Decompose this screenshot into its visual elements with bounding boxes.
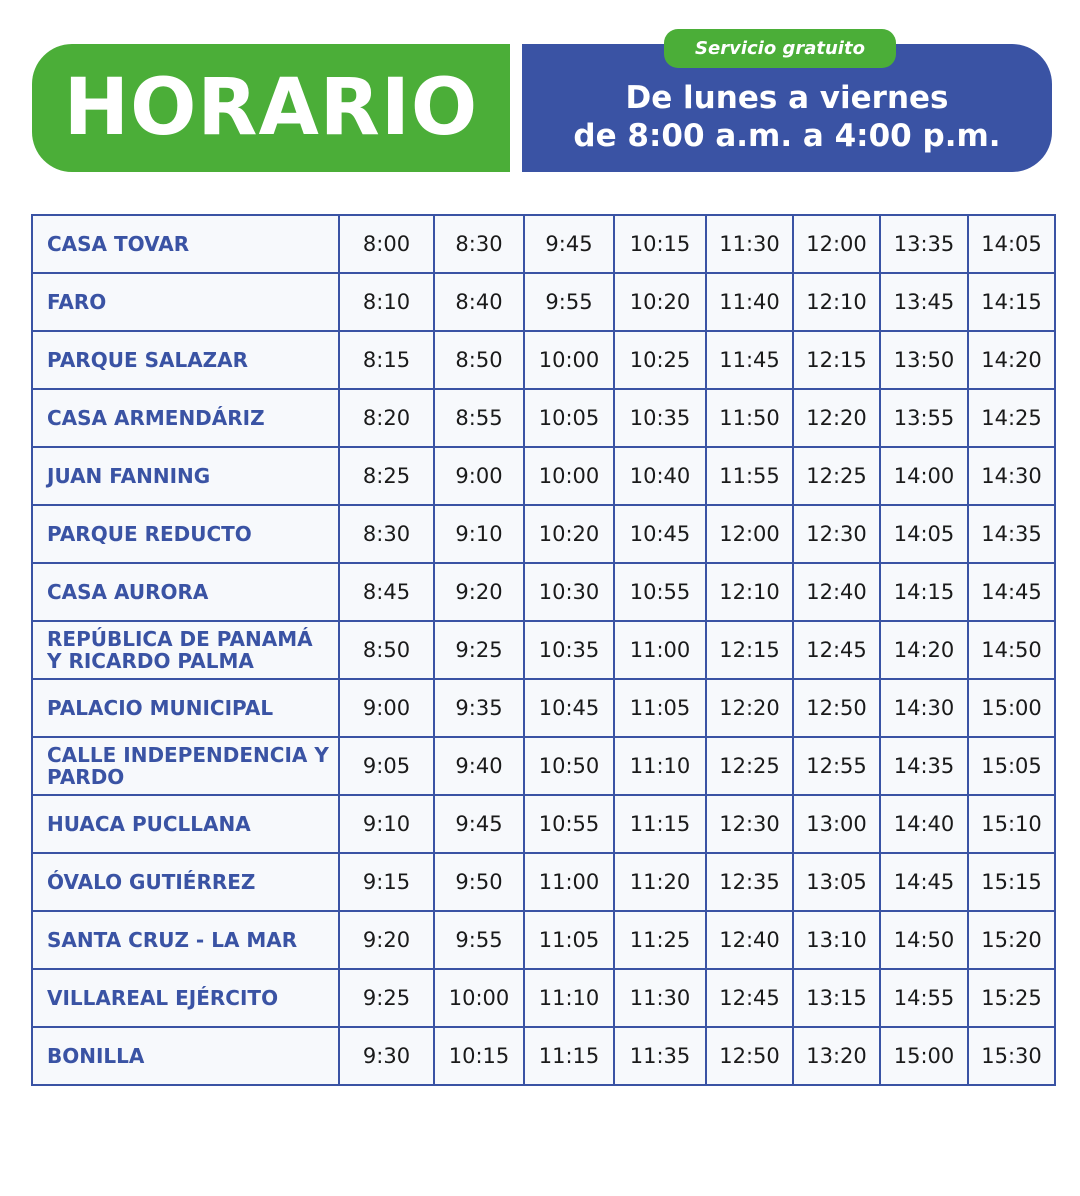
departure-time: 8:40 xyxy=(434,273,524,331)
stop-name: PARQUE SALAZAR xyxy=(32,331,339,389)
departure-time: 12:40 xyxy=(706,911,793,969)
departure-time: 14:35 xyxy=(880,737,968,795)
departure-time: 14:40 xyxy=(880,795,968,853)
departure-time: 8:30 xyxy=(339,505,434,563)
departure-time: 9:55 xyxy=(524,273,614,331)
departure-time: 11:15 xyxy=(614,795,706,853)
departure-time: 14:50 xyxy=(880,911,968,969)
departure-time: 15:10 xyxy=(968,795,1055,853)
departure-time: 11:30 xyxy=(706,215,793,273)
departure-time: 14:20 xyxy=(968,331,1055,389)
departure-time: 8:20 xyxy=(339,389,434,447)
table-row xyxy=(32,969,1055,1027)
stop-name: CASA ARMENDÁRIZ xyxy=(32,389,339,447)
departure-time: 9:55 xyxy=(434,911,524,969)
departure-time: 15:00 xyxy=(880,1027,968,1085)
departure-time: 13:20 xyxy=(793,1027,880,1085)
table-row xyxy=(32,621,1055,679)
departure-time: 14:35 xyxy=(968,505,1055,563)
schedule-body xyxy=(32,215,1055,1085)
departure-time: 10:15 xyxy=(614,215,706,273)
departure-time: 9:00 xyxy=(339,679,434,737)
departure-time: 11:30 xyxy=(614,969,706,1027)
departure-time: 10:25 xyxy=(614,331,706,389)
departure-time: 11:40 xyxy=(706,273,793,331)
departure-time: 9:40 xyxy=(434,737,524,795)
departure-time: 14:30 xyxy=(880,679,968,737)
departure-time: 14:25 xyxy=(968,389,1055,447)
stop-name: PALACIO MUNICIPAL xyxy=(32,679,339,737)
stop-name: BONILLA xyxy=(32,1027,339,1085)
departure-time: 11:05 xyxy=(614,679,706,737)
departure-time: 8:45 xyxy=(339,563,434,621)
departure-time: 10:40 xyxy=(614,447,706,505)
departure-time: 12:35 xyxy=(706,853,793,911)
table-row xyxy=(32,795,1055,853)
departure-time: 9:25 xyxy=(339,969,434,1027)
departure-time: 8:55 xyxy=(434,389,524,447)
departure-time: 14:45 xyxy=(968,563,1055,621)
departure-time: 11:20 xyxy=(614,853,706,911)
departure-time: 8:00 xyxy=(339,215,434,273)
departure-time: 13:10 xyxy=(793,911,880,969)
departure-time: 14:15 xyxy=(880,563,968,621)
departure-time: 12:15 xyxy=(706,621,793,679)
departure-time: 9:25 xyxy=(434,621,524,679)
departure-time: 11:50 xyxy=(706,389,793,447)
departure-time: 12:50 xyxy=(706,1027,793,1085)
table-row xyxy=(32,331,1055,389)
departure-time: 11:55 xyxy=(706,447,793,505)
departure-time: 14:45 xyxy=(880,853,968,911)
stop-name: FARO xyxy=(32,273,339,331)
departure-time: 12:45 xyxy=(706,969,793,1027)
departure-time: 14:30 xyxy=(968,447,1055,505)
departure-time: 10:00 xyxy=(524,331,614,389)
departure-time: 12:10 xyxy=(706,563,793,621)
departure-time: 15:05 xyxy=(968,737,1055,795)
departure-time: 12:20 xyxy=(793,389,880,447)
departure-time: 9:35 xyxy=(434,679,524,737)
schedule-hours: de 8:00 a.m. a 4:00 p.m. xyxy=(573,118,1001,154)
departure-time: 12:00 xyxy=(793,215,880,273)
departure-time: 14:15 xyxy=(968,273,1055,331)
stop-name: REPÚBLICA DE PANAMÁ Y RICARDO PALMA xyxy=(32,621,339,679)
departure-time: 11:00 xyxy=(614,621,706,679)
departure-time: 10:55 xyxy=(524,795,614,853)
departure-time: 9:10 xyxy=(434,505,524,563)
departure-time: 12:55 xyxy=(793,737,880,795)
schedule-table xyxy=(31,214,1056,1086)
table-row xyxy=(32,563,1055,621)
departure-time: 13:45 xyxy=(880,273,968,331)
departure-time: 14:50 xyxy=(968,621,1055,679)
departure-time: 11:10 xyxy=(524,969,614,1027)
departure-time: 10:00 xyxy=(524,447,614,505)
departure-time: 10:45 xyxy=(524,679,614,737)
stop-name: SANTA CRUZ - LA MAR xyxy=(32,911,339,969)
departure-time: 15:00 xyxy=(968,679,1055,737)
departure-time: 13:50 xyxy=(880,331,968,389)
departure-time: 12:25 xyxy=(706,737,793,795)
departure-time: 10:20 xyxy=(524,505,614,563)
departure-time: 10:05 xyxy=(524,389,614,447)
departure-time: 12:30 xyxy=(793,505,880,563)
departure-time: 9:10 xyxy=(339,795,434,853)
departure-time: 9:20 xyxy=(339,911,434,969)
departure-time: 14:00 xyxy=(880,447,968,505)
departure-time: 10:45 xyxy=(614,505,706,563)
table-row xyxy=(32,853,1055,911)
departure-time: 9:50 xyxy=(434,853,524,911)
departure-time: 13:35 xyxy=(880,215,968,273)
departure-time: 11:35 xyxy=(614,1027,706,1085)
stop-name: CALLE INDEPENDENCIA Y PARDO xyxy=(32,737,339,795)
stop-name: ÓVALO GUTIÉRREZ xyxy=(32,853,339,911)
departure-time: 11:45 xyxy=(706,331,793,389)
departure-time: 10:55 xyxy=(614,563,706,621)
departure-time: 12:40 xyxy=(793,563,880,621)
departure-time: 10:20 xyxy=(614,273,706,331)
departure-time: 15:25 xyxy=(968,969,1055,1027)
table-row xyxy=(32,389,1055,447)
table-row xyxy=(32,447,1055,505)
departure-time: 14:05 xyxy=(880,505,968,563)
departure-time: 15:15 xyxy=(968,853,1055,911)
page-title: HORARIO xyxy=(63,63,479,153)
table-row xyxy=(32,273,1055,331)
departure-time: 12:50 xyxy=(793,679,880,737)
stop-name: JUAN FANNING xyxy=(32,447,339,505)
title-banner xyxy=(32,44,510,172)
table-row xyxy=(32,911,1055,969)
departure-time: 11:15 xyxy=(524,1027,614,1085)
departure-time: 12:20 xyxy=(706,679,793,737)
schedule-days: De lunes a viernes xyxy=(625,80,949,116)
departure-time: 8:50 xyxy=(339,621,434,679)
departure-time: 13:55 xyxy=(880,389,968,447)
departure-time: 12:25 xyxy=(793,447,880,505)
departure-time: 13:05 xyxy=(793,853,880,911)
departure-time: 14:55 xyxy=(880,969,968,1027)
departure-time: 9:45 xyxy=(524,215,614,273)
departure-time: 8:10 xyxy=(339,273,434,331)
free-service-badge: Servicio gratuito xyxy=(664,29,896,68)
departure-time: 10:35 xyxy=(524,621,614,679)
stop-name: CASA TOVAR xyxy=(32,215,339,273)
table-row xyxy=(32,215,1055,273)
departure-time: 9:20 xyxy=(434,563,524,621)
table-row xyxy=(32,679,1055,737)
departure-time: 8:25 xyxy=(339,447,434,505)
departure-time: 9:45 xyxy=(434,795,524,853)
departure-time: 8:15 xyxy=(339,331,434,389)
departure-time: 9:00 xyxy=(434,447,524,505)
departure-time: 11:25 xyxy=(614,911,706,969)
departure-time: 11:05 xyxy=(524,911,614,969)
departure-time: 10:35 xyxy=(614,389,706,447)
table-row xyxy=(32,1027,1055,1085)
departure-time: 11:00 xyxy=(524,853,614,911)
departure-time: 9:05 xyxy=(339,737,434,795)
stop-name: CASA AURORA xyxy=(32,563,339,621)
stop-name: PARQUE REDUCTO xyxy=(32,505,339,563)
departure-time: 9:30 xyxy=(339,1027,434,1085)
departure-time: 14:05 xyxy=(968,215,1055,273)
departure-time: 8:50 xyxy=(434,331,524,389)
departure-time: 12:00 xyxy=(706,505,793,563)
table-row xyxy=(32,505,1055,563)
departure-time: 12:30 xyxy=(706,795,793,853)
departure-time: 13:15 xyxy=(793,969,880,1027)
departure-time: 13:00 xyxy=(793,795,880,853)
departure-time: 10:00 xyxy=(434,969,524,1027)
table-row xyxy=(32,737,1055,795)
departure-time: 15:20 xyxy=(968,911,1055,969)
departure-time: 10:50 xyxy=(524,737,614,795)
departure-time: 11:10 xyxy=(614,737,706,795)
departure-time: 14:20 xyxy=(880,621,968,679)
departure-time: 12:10 xyxy=(793,273,880,331)
departure-time: 12:15 xyxy=(793,331,880,389)
stop-name: VILLAREAL EJÉRCITO xyxy=(32,969,339,1027)
departure-time: 10:30 xyxy=(524,563,614,621)
departure-time: 12:45 xyxy=(793,621,880,679)
departure-time: 15:30 xyxy=(968,1027,1055,1085)
stop-name: HUACA PUCLLANA xyxy=(32,795,339,853)
departure-time: 9:15 xyxy=(339,853,434,911)
departure-time: 10:15 xyxy=(434,1027,524,1085)
departure-time: 8:30 xyxy=(434,215,524,273)
